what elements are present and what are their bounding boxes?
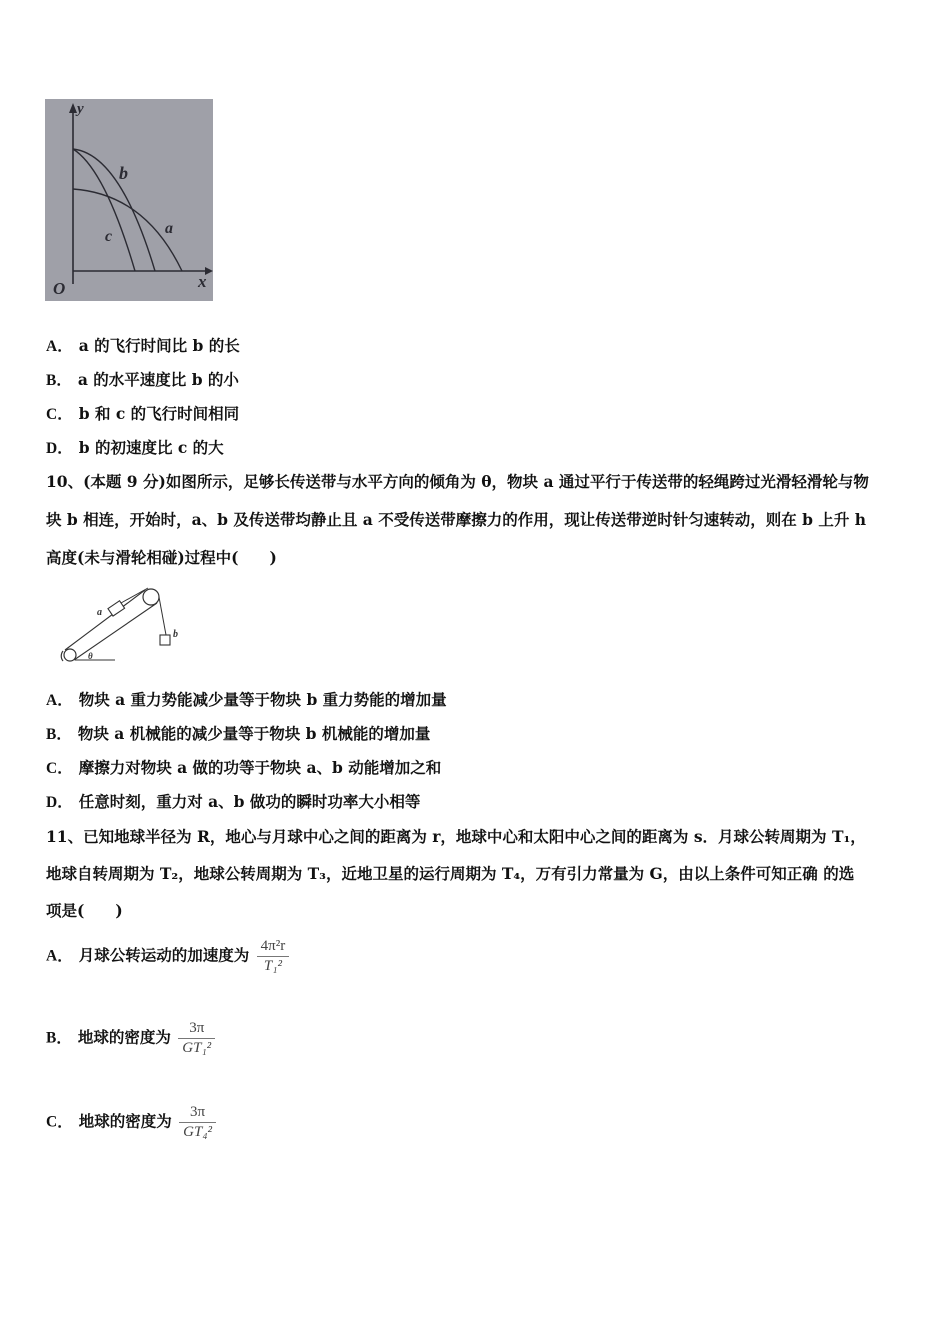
incline-pulley-figure bbox=[55, 575, 190, 670]
q11-number: 11、 bbox=[46, 827, 84, 846]
q11-option-b: B． 地球的密度为 $\frac{3\pi}{\text{GT₁²}}$ bbox=[46, 1020, 215, 1057]
q11-option-a-fraction bbox=[257, 938, 290, 975]
q10-stem-line-1: 10、(本题 9 分)如图所示，足够长传送带与水平方向的倾角为 θ，物块 a 通过平行于传送带的轻绳跨过光滑轻滑轮与物 bbox=[46, 472, 869, 491]
q9-option-a: A． a 的飞行时间比 b 的长 bbox=[46, 336, 240, 355]
incline-pulley-svg bbox=[55, 575, 190, 670]
q10-option-b: B． 物块 a 机械能的减少量等于物块 b 机械能的增加量 bbox=[46, 724, 431, 743]
projectile-graph-svg bbox=[45, 99, 213, 301]
top-pulley bbox=[143, 589, 159, 605]
fraction-numerator: 3π bbox=[190, 1104, 206, 1120]
q11-option-a: A． 月球公转运动的加速度为 $\frac{\text{4π²r}}{\text{T₁²}}$ bbox=[46, 938, 289, 975]
q10-option-c: C． 摩擦力对物块 a 做的功等于物块 a、b 动能增加之和 bbox=[46, 758, 442, 777]
q11-stem-line-2: 地球自转周期为 T₂，地球公转周期为 T₃，近地卫星的运行周期为 T₄，万有引力常量为 G，由以上条件可知正确 的选 bbox=[46, 864, 855, 883]
q11-option-a-text: 月球公转运动的加速度为 bbox=[78, 945, 250, 965]
projectile-graph-figure bbox=[45, 99, 213, 301]
q9-option-c: C． b 和 c 的飞行时间相同 bbox=[46, 404, 240, 423]
fraction-numerator: 4π²r bbox=[260, 938, 286, 954]
q11-option-c-fraction bbox=[179, 1104, 216, 1141]
q10-option-a: A． 物块 a 重力势能减少量等于物块 b 重力势能的增加量 bbox=[46, 690, 447, 709]
fraction-numerator: 3π bbox=[189, 1020, 205, 1036]
fraction-denominator: GT₁² bbox=[182, 1040, 212, 1056]
q11-option-c: C． 地球的密度为 $\frac{3\pi}{\text{GT₄²}}$ bbox=[46, 1104, 216, 1141]
q11-option-b-fraction bbox=[178, 1020, 215, 1057]
curve-label-c: c bbox=[105, 228, 113, 245]
y-axis-arrow bbox=[69, 103, 77, 113]
q11-stem-line-1: 11、已知地球半径为 R，地心与月球中心之间的距离为 r，地球中心和太阳中心之间的距离为 s．月球公转周期为 T₁， bbox=[46, 827, 866, 846]
q11-option-c-text: 地球的密度为 bbox=[78, 1111, 172, 1131]
label-theta: θ bbox=[88, 651, 93, 661]
q11-stem-line-3: 项是( ) bbox=[46, 901, 123, 920]
q11-option-b-text: 地球的密度为 bbox=[77, 1027, 171, 1047]
curve-label-b: b bbox=[119, 163, 128, 183]
rotation-arrow bbox=[61, 651, 63, 661]
curve-label-a: a bbox=[165, 220, 173, 237]
q10-option-d-text: 任意时刻，重力对 a、b 做功的瞬时功率大小相等 bbox=[78, 792, 421, 811]
y-axis-label: y bbox=[77, 101, 84, 117]
q10-option-b-text: 物块 a 机械能的减少量等于物块 b 机械能的增加量 bbox=[77, 724, 431, 743]
q10-number: 10、 bbox=[46, 472, 84, 491]
fraction-denominator: T₁² bbox=[263, 958, 282, 974]
q9-option-b: B． a 的水平速度比 b 的小 bbox=[46, 370, 239, 389]
block-a bbox=[108, 601, 125, 616]
q9-option-d-text: b 的初速度比 c 的大 bbox=[78, 438, 224, 457]
q9-option-c-text: b 和 c 的飞行时间相同 bbox=[78, 404, 240, 423]
label-a: a bbox=[97, 607, 102, 618]
fraction-denominator: GT₄² bbox=[183, 1124, 213, 1140]
q10-option-d: D． 任意时刻，重力对 a、b 做功的瞬时功率大小相等 bbox=[46, 792, 421, 811]
q9-option-a-text: a 的飞行时间比 b 的长 bbox=[78, 336, 240, 355]
label-b: b bbox=[173, 629, 178, 640]
rope-b bbox=[159, 597, 166, 635]
origin-label: O bbox=[53, 279, 66, 298]
q10-option-c-text: 摩擦力对物块 a 做的功等于物块 a、b 动能增加之和 bbox=[78, 758, 442, 777]
q10-option-a-text: 物块 a 重力势能减少量等于物块 b 重力势能的增加量 bbox=[78, 690, 447, 709]
block-b bbox=[160, 635, 170, 645]
q9-option-b-text: a 的水平速度比 b 的小 bbox=[77, 370, 239, 389]
q10-stem-line-2: 块 b 相连，开始时，a、b 及传送带均静止且 a 不受传送带摩擦力的作用，现让传送带逆时针匀速转动，则在 b 上升 h bbox=[46, 510, 867, 529]
q9-option-d: D． b 的初速度比 c 的大 bbox=[46, 438, 224, 457]
q10-stem-line-3: 高度(未与滑轮相碰)过程中( ) bbox=[46, 548, 277, 567]
x-axis-label: x bbox=[198, 272, 207, 291]
